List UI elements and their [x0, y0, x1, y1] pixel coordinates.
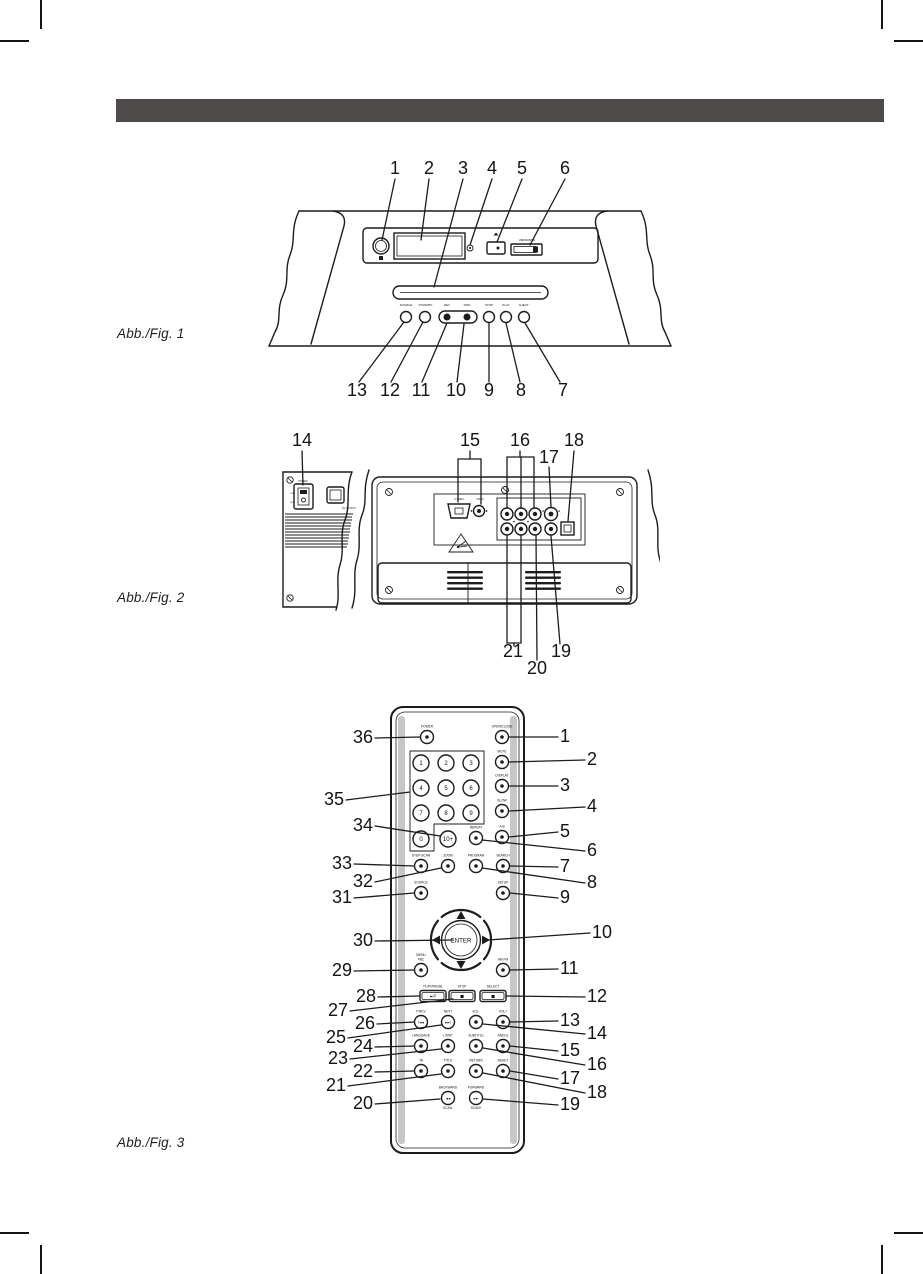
- callout-number-17: 17: [560, 1068, 581, 1088]
- knob-mark: [379, 256, 383, 260]
- remote-button-program: [468, 854, 485, 873]
- callout-number-1: 1: [389, 158, 401, 178]
- remote-button-step-scan: [412, 854, 431, 873]
- leader-line: [483, 1099, 558, 1105]
- remote-button-zoom: [442, 854, 455, 873]
- leader-line: [568, 451, 574, 521]
- search-label: SEARCH: [496, 853, 510, 858]
- callout-number-25: 25: [325, 1027, 346, 1047]
- mute-label: MUTE: [497, 749, 507, 754]
- digit-label: 7: [419, 811, 423, 818]
- laser-warning-icon: [449, 534, 473, 552]
- leader-line: [510, 1071, 558, 1079]
- remote-button-vol-down: [470, 1010, 483, 1029]
- callout-number-20: 20: [352, 1093, 373, 1113]
- callout-number-19: 19: [550, 641, 572, 661]
- cursor-up-arrow: [457, 911, 466, 919]
- crop-mark: [894, 1232, 923, 1234]
- open-close-label: OPEN/CLOSE: [491, 724, 513, 729]
- callout-number-34: 34: [352, 815, 373, 835]
- enter-button-label: ENTER: [450, 937, 472, 945]
- panel-label: PLAY: [502, 303, 510, 307]
- crop-mark: [894, 40, 923, 42]
- digit-label: 6: [469, 786, 473, 793]
- callout-number-8: 8: [587, 872, 598, 892]
- leader-line: [551, 536, 560, 644]
- panel-label: STANDBY: [418, 303, 433, 307]
- a-b-label: A-B: [499, 824, 505, 829]
- remote-button-am-fm: [497, 958, 510, 977]
- remote-button-select: [480, 985, 506, 1002]
- callout-number-3: 3: [457, 158, 469, 178]
- panel-label: VIDEO: [476, 499, 484, 501]
- callout-number-10: 10: [445, 380, 467, 400]
- callout-number-4: 4: [486, 158, 498, 178]
- next-icon: ►►I: [445, 1020, 451, 1025]
- callout-number-21: 21: [325, 1075, 346, 1095]
- rear-main-panel: [352, 470, 660, 608]
- reset-label: RESET: [497, 1058, 509, 1063]
- panel-label: ON: [290, 493, 294, 495]
- step-scan-label: STEP-SCAN: [411, 853, 431, 858]
- header-bar: [116, 99, 884, 122]
- eject-front-button: [519, 312, 530, 323]
- crop-mark: [881, 1245, 883, 1274]
- leader-line: [391, 322, 423, 382]
- panel-label: S-VIDEO: [454, 499, 464, 501]
- leader-line: [359, 322, 404, 382]
- p-rev-icon: I◄◄: [418, 1020, 424, 1025]
- cursor-down-arrow: [457, 961, 466, 969]
- remote-button-source: [414, 881, 428, 900]
- backward-label: BACKWARD: [438, 1085, 458, 1090]
- callout-number-14: 14: [291, 430, 313, 450]
- disc-slot: [393, 286, 548, 299]
- remote-button-digit-9: [463, 805, 479, 821]
- callout-number-30: 30: [352, 930, 373, 950]
- remote-button-mute: [496, 750, 509, 769]
- callout-number-6: 6: [587, 840, 598, 860]
- callout-number-24: 24: [352, 1036, 373, 1056]
- remote-button-repeat: [470, 826, 483, 845]
- callout-number-7: 7: [557, 380, 569, 400]
- leader-line: [378, 996, 419, 997]
- leader-line: [510, 1021, 558, 1022]
- ta-label: TA: [419, 1058, 423, 1063]
- callout-number-11: 11: [411, 380, 431, 400]
- crop-mark: [881, 0, 883, 29]
- leader-line: [470, 179, 492, 245]
- select-icon: ■: [491, 993, 495, 999]
- menu-pbc-label: PBC: [417, 957, 425, 962]
- remote-button-backward: [439, 1086, 458, 1111]
- leader-line: [375, 737, 420, 738]
- panel-label: USB/SD/MMC: [518, 239, 536, 242]
- digital-out-port: [561, 522, 574, 535]
- eject-button: [487, 242, 505, 254]
- digit-label: 0: [419, 837, 423, 844]
- callout-number-3: 3: [560, 775, 571, 795]
- remote-button-play-pause: [420, 985, 446, 1002]
- leader-line: [375, 1046, 414, 1047]
- leader-line: [457, 324, 464, 382]
- callout-number-16: 16: [509, 430, 531, 450]
- remote-button-language: [412, 1034, 430, 1053]
- panel-label: SOURCE: [399, 303, 413, 307]
- source-button: [401, 312, 412, 323]
- digit-label: 4: [419, 786, 423, 793]
- panel-label: FWD: [463, 303, 471, 307]
- panel-label: L: [506, 508, 508, 510]
- callout-number-2: 2: [423, 158, 435, 178]
- menu-pbc-label2: MENU: [416, 953, 426, 957]
- remote-button-menu-pbc: [415, 953, 428, 977]
- panel-label: R: [520, 508, 522, 510]
- callout-number-12: 12: [587, 986, 608, 1006]
- front-buttons: [401, 311, 530, 323]
- remote-button-slow: [496, 799, 509, 818]
- subtitle-label: SUBTITLE: [468, 1033, 484, 1038]
- leader-line: [488, 933, 590, 940]
- play-pause-icon: ►II: [430, 993, 436, 999]
- l-mst-label: L/MST: [443, 1033, 453, 1038]
- remote-button-open-close: [492, 725, 513, 744]
- remote-button-next: [442, 1010, 455, 1029]
- s-video-jack: [448, 504, 470, 518]
- front-panel-outline: [269, 211, 671, 346]
- fig1-caption: Abb./Fig. 1: [117, 326, 185, 341]
- callout-number-27: 27: [327, 1000, 348, 1020]
- remote-button-digit-5: [438, 780, 454, 796]
- leader-line: [382, 179, 395, 240]
- callout-number-5: 5: [516, 158, 528, 178]
- digit-label: 1: [419, 761, 423, 768]
- remote-button-title: [442, 1059, 455, 1078]
- callout-number-12: 12: [379, 380, 401, 400]
- remote-button-digit-3: [463, 755, 479, 771]
- stop-button: [484, 312, 495, 323]
- remote-button-ta: [415, 1059, 428, 1078]
- callout-number-28: 28: [355, 986, 376, 1006]
- callout-number-4: 4: [587, 796, 598, 816]
- callout-number-13: 13: [560, 1010, 581, 1030]
- leader-line: [510, 866, 558, 867]
- panel-label: V: [534, 508, 536, 510]
- stop-icon: ■: [460, 993, 464, 999]
- remote-button-forward: [468, 1086, 485, 1111]
- forward-sublabel: SCAN+: [470, 1106, 482, 1110]
- leader-line: [506, 996, 585, 997]
- leader-line: [422, 323, 447, 382]
- callout-number-23: 23: [327, 1048, 348, 1068]
- speaker-grille-panel: [378, 563, 631, 603]
- repeat-label: REPEAT: [469, 825, 483, 830]
- panel-label: REV: [443, 303, 451, 307]
- callout-number-2: 2: [587, 749, 598, 769]
- slow-label: SLOW: [497, 798, 507, 803]
- remote-button-a-b: [496, 825, 509, 844]
- callout-number-5: 5: [560, 821, 571, 841]
- p-rev-label: P.REV: [416, 1009, 426, 1014]
- vol-up-label: VOL+: [498, 1009, 508, 1014]
- callout-number-21: 21: [502, 641, 524, 661]
- callout-number-14: 14: [587, 1023, 608, 1043]
- eject-mark: [494, 233, 499, 236]
- callout-number-18: 18: [587, 1082, 608, 1102]
- display: [394, 233, 465, 259]
- language-label: LANGUAGE: [412, 1033, 430, 1038]
- digit-label: 10+: [442, 837, 454, 844]
- leader-line: [510, 1046, 558, 1051]
- am-fm-label: AM.FM: [497, 957, 509, 962]
- callout-number-31: 31: [331, 887, 352, 907]
- callout-number-1: 1: [560, 726, 571, 746]
- crop-mark: [40, 0, 42, 29]
- rca-jacks: [501, 508, 560, 536]
- callout-number-20: 20: [526, 658, 548, 678]
- backward-icon: ◄◄: [445, 1096, 451, 1101]
- callout-number-26: 26: [354, 1013, 375, 1033]
- crop-mark: [40, 1245, 42, 1274]
- digit-label: 2: [444, 761, 448, 768]
- callout-number-13: 13: [346, 380, 368, 400]
- remote-button-power: [421, 725, 434, 744]
- source-label: SOURCE: [414, 880, 428, 885]
- callout-number-22: 22: [352, 1061, 373, 1081]
- callout-number-6: 6: [559, 158, 571, 178]
- display-label: DISPLAY: [495, 773, 509, 778]
- leader-line: [530, 179, 565, 245]
- remote-button-reset: [497, 1059, 510, 1078]
- remote-button-digit-1: [413, 755, 429, 771]
- panel-label: STOP: [484, 303, 494, 307]
- leader-line: [375, 868, 441, 882]
- leader-line: [506, 323, 520, 382]
- leader-line: [509, 760, 585, 762]
- remote-button-ten-plus: [440, 831, 456, 847]
- callout-number-9: 9: [560, 887, 571, 907]
- leader-line: [525, 323, 560, 382]
- zoom-label: ZOOM: [443, 853, 453, 858]
- program-label: PROGRAM: [467, 853, 485, 858]
- callout-number-15: 15: [459, 430, 481, 450]
- callout-number-17: 17: [538, 447, 560, 467]
- panel-label: EJECT: [519, 303, 529, 307]
- fig1-annotations: [347, 158, 570, 400]
- leader-line: [375, 1099, 440, 1104]
- title-label: TITLE: [443, 1058, 453, 1063]
- return-label: RETURN: [469, 1058, 483, 1063]
- leader-line: [549, 467, 551, 507]
- crop-mark: [0, 40, 29, 42]
- callout-number-33: 33: [331, 853, 352, 873]
- next-label: NEXT: [443, 1009, 453, 1014]
- callout-number-9: 9: [483, 380, 495, 400]
- remote-button-display: [495, 774, 509, 793]
- remote-button-search: [496, 854, 510, 873]
- front-control-panel: [363, 228, 598, 263]
- remote-button-return: [469, 1059, 483, 1078]
- leader-line: [375, 826, 440, 836]
- digit-label: 8: [444, 811, 448, 818]
- remote-button-digit-2: [438, 755, 454, 771]
- fig2-rear-panel: [270, 420, 660, 690]
- remote-button-p-rev: [415, 1010, 428, 1029]
- standby-button: [420, 312, 431, 323]
- callout-number-35: 35: [323, 789, 344, 809]
- callout-number-10: 10: [592, 922, 613, 942]
- remote-button-digit-6: [463, 780, 479, 796]
- select-label: SELECT: [486, 984, 500, 989]
- callout-number-29: 29: [331, 960, 352, 980]
- callout-number-19: 19: [560, 1094, 581, 1114]
- forward-icon: ►►: [473, 1096, 479, 1101]
- callout-number-11: 11: [560, 958, 579, 978]
- callout-number-16: 16: [587, 1054, 608, 1074]
- leader-line: [509, 807, 585, 811]
- leader-line: [510, 969, 558, 970]
- fig2-caption: Abb./Fig. 2: [117, 590, 185, 605]
- remote-button-l-mst: [442, 1034, 455, 1053]
- leader-line: [375, 1071, 414, 1072]
- callout-number-8: 8: [515, 380, 527, 400]
- ac-output-socket: [327, 487, 344, 503]
- callout-number-15: 15: [560, 1040, 581, 1060]
- panel-label: POWER: [298, 480, 308, 483]
- leader-line: [377, 1022, 414, 1024]
- remote-button-setup: [497, 881, 510, 900]
- remote-button-subtitle: [468, 1034, 483, 1053]
- leader-line: [510, 893, 558, 898]
- callout-number-32: 32: [352, 871, 373, 891]
- remote-button-digit-7: [413, 805, 429, 821]
- forward-label: FORWARD: [467, 1085, 485, 1090]
- play-button: [501, 312, 512, 323]
- digit-label: 5: [444, 786, 448, 793]
- panel-label: +: [550, 505, 552, 509]
- panel-label: AC OUTPUT: [342, 507, 356, 510]
- power-label: POWER: [420, 724, 434, 729]
- crop-mark: [0, 1232, 29, 1234]
- fig2-annotations: [290, 430, 584, 678]
- stop-label: STOP: [457, 984, 467, 989]
- callout-number-36: 36: [352, 727, 373, 747]
- callout-number-18: 18: [563, 430, 585, 450]
- setup-label: SETUP: [497, 880, 509, 885]
- remote-button-angle: [497, 1034, 510, 1053]
- remote-button-digit-4: [413, 780, 429, 796]
- play-pause-label: PLAY/PAUSE: [423, 984, 443, 989]
- leader-line: [421, 179, 429, 240]
- fig1-front-panel: [240, 148, 710, 408]
- callout-number-7: 7: [560, 856, 571, 876]
- remote-button-digit-8: [438, 805, 454, 821]
- digit-label: 3: [469, 761, 473, 768]
- leader-line: [482, 840, 585, 851]
- fig3-caption: Abb./Fig. 3: [117, 1135, 185, 1150]
- fig3-remote-control: [310, 700, 620, 1160]
- backward-sublabel: SCAN-: [443, 1106, 453, 1110]
- vol-down-label: VOL-: [472, 1009, 480, 1014]
- digit-label: 9: [469, 811, 473, 818]
- panel-label: OFF: [289, 502, 295, 504]
- angle-label: ANGLE: [497, 1033, 509, 1038]
- leader-line: [536, 536, 537, 660]
